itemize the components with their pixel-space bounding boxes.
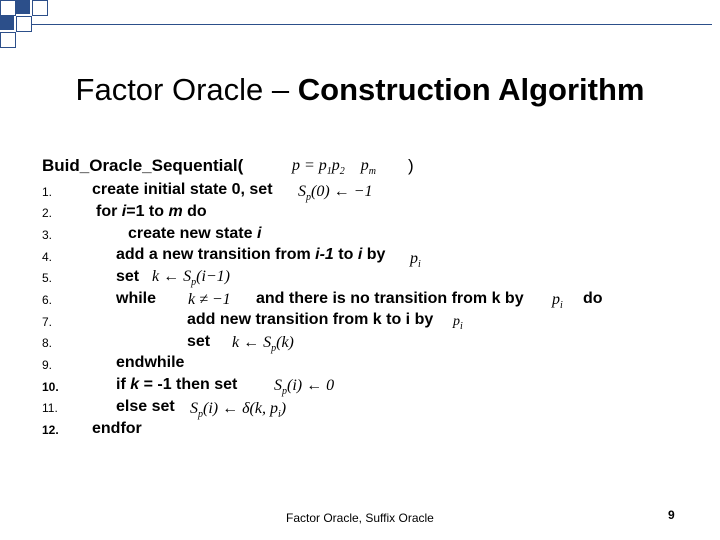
line-number: 8. (42, 336, 53, 350)
signature-close: ) (408, 156, 414, 175)
step-formula: k ≠ −1 (188, 291, 231, 308)
sequence-formula: $p = p_1p_2$ $p_m$ (292, 157, 377, 178)
step-text: add new transition from k to i by (187, 311, 434, 328)
step-text-continued: and there is no transition from k by (256, 290, 524, 307)
step-text: create initial state 0, set (92, 181, 273, 198)
slide-title: Factor Oracle – Construction Algorithm (75, 72, 645, 107)
step-formula: $p_i$ (453, 314, 463, 332)
step-formula: k ← $S_p(i-1)$ (152, 268, 231, 289)
line-number: 5. (42, 271, 53, 285)
slide-footer: Factor Oracle, Suffix Oracle (286, 511, 434, 525)
line-number: 12. (42, 423, 59, 437)
step-text: set (187, 333, 211, 350)
step-text: set (116, 268, 140, 285)
step-text: while (116, 290, 157, 307)
step-formula: $S_p(0)$ ← −1 (298, 183, 373, 204)
line-number: 1. (42, 185, 53, 199)
line-number: 9. (42, 358, 53, 372)
line-number: 2. (42, 206, 53, 220)
step-formula: $p_i$ (552, 291, 563, 312)
step-formula: $p_i$ (410, 250, 421, 271)
step-text: endwhile (116, 354, 185, 371)
function-signature: Buid_Oracle_Sequential( (42, 156, 244, 175)
step-formula: k ← $S_p(k)$ (232, 334, 294, 355)
line-number: 4. (42, 250, 53, 264)
step-formula: $S_p(i)$ ← δ(k, $p_i$) (190, 400, 287, 421)
step-text: add a new transition from i-1 to i by (116, 246, 386, 263)
step-formula: $S_p(i)$ ← 0 (274, 377, 335, 398)
line-number: 10. (42, 380, 59, 394)
line-number: 11. (42, 401, 58, 415)
line-number: 7. (42, 315, 53, 329)
step-text: else set (116, 398, 175, 415)
step-text: if k = -1 then set (116, 376, 238, 393)
step-text: for i=1 to m do (96, 203, 207, 220)
step-text-end: do (583, 290, 603, 307)
header-rule (32, 24, 712, 25)
line-number: 6. (42, 293, 53, 307)
page-number: 9 (668, 508, 675, 522)
line-number: 3. (42, 228, 53, 242)
step-text: create new state i (128, 225, 262, 242)
step-text: endfor (92, 420, 142, 437)
